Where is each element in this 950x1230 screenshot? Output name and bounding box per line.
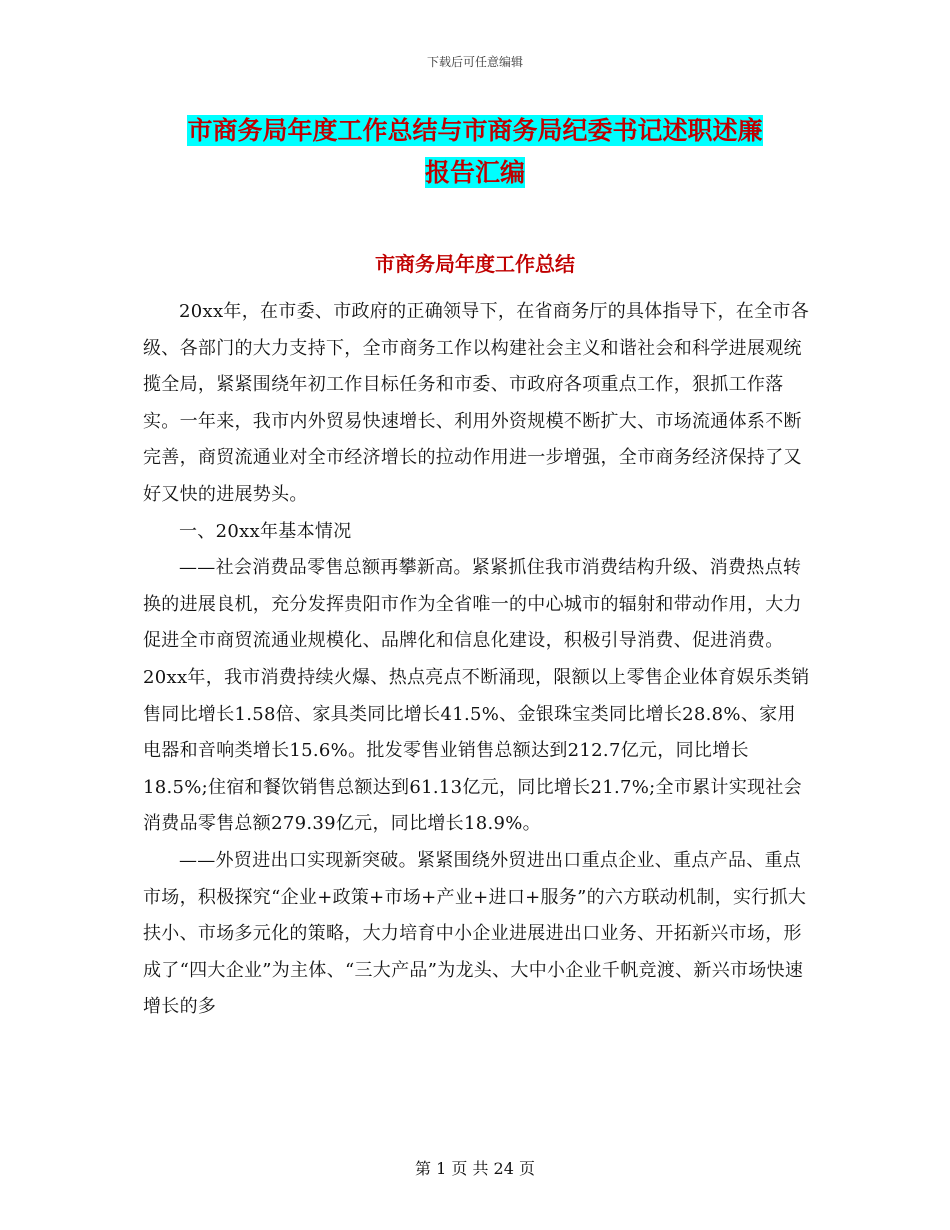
document-title-line-1 [0, 110, 950, 152]
header-note: 下载后可任意编辑 [426, 55, 523, 69]
page-footer: 第 1 页 共 24 页 [415, 1159, 535, 1178]
paragraph-trade: ——外贸进出口实现新突破。紧紧围绕外贸进出口重点企业、重点产品、重点市场，积极探究“企业+政策+市场+产业+进口+服务”的六方联动机制，实行抓大扶小、市场多元化的策略，大力培育中小企业进展进出口业务、开拓新兴市场，形成了“四大企业”为主体、“三大产品”为龙头、大中小企业千帆竞渡、新兴市场快速增长的多 [143, 849, 807, 1018]
paragraph-consumption: ——社会消费品零售总额再攀新高。紧紧抓住我市消费结构升级、消费热点转换的进展良机，充分发挥贵阳市作为全省唯一的中心城市的辐射和带动作用，大力促进全市商贸流通业规模化、品牌化和信息化建设，积极引导消费、促进消费。20xx年，我市消费持续火爆、热点亮点不断涌现，限额以上零售企业体育娱乐类销售同比增长1.58倍、家具类同比增长41.5%、金银珠宝类同比增长28.8%、家用电器和音响类增长15.6%。批发零售业销售总额达到212.7亿元，同比增长18.5%;住宿和餐饮销售总额达到61.13亿元，同比增长21.7%;全市累计实现社会消费品零售总额279.39亿元，同比增长18.9%。 [143, 557, 810, 835]
paragraph-heading: 一、20xx年基本情况 [179, 520, 352, 542]
section-title: 市商务局年度工作总结 [375, 252, 575, 276]
document-title-line-2 [0, 152, 950, 194]
title-highlight-2: 报告汇编 [424, 158, 525, 187]
body-text [143, 294, 811, 1026]
paragraph-intro: 20xx年，在市委、市政府的正确领导下，在省商务厅的具体指导下，在全市各级、各部门的大力支持下，全市商务工作以构建社会主义和谐社会和科学进展观统揽全局，紧紧围绕年初工作目标任务和市委、市政府各项重点工作，狠抓工作落实。一年来，我市内外贸易快速增长、利用外资规模不断扩大、市场流通体系不断完善，商贸流通业对全市经济增长的拉动作用进一步增强，全市商务经济保持了又好又快的进展势头。 [143, 301, 810, 505]
title-highlight-1: 市商务局年度工作总结与市商务局纪委书记述职述廉 [187, 116, 763, 145]
